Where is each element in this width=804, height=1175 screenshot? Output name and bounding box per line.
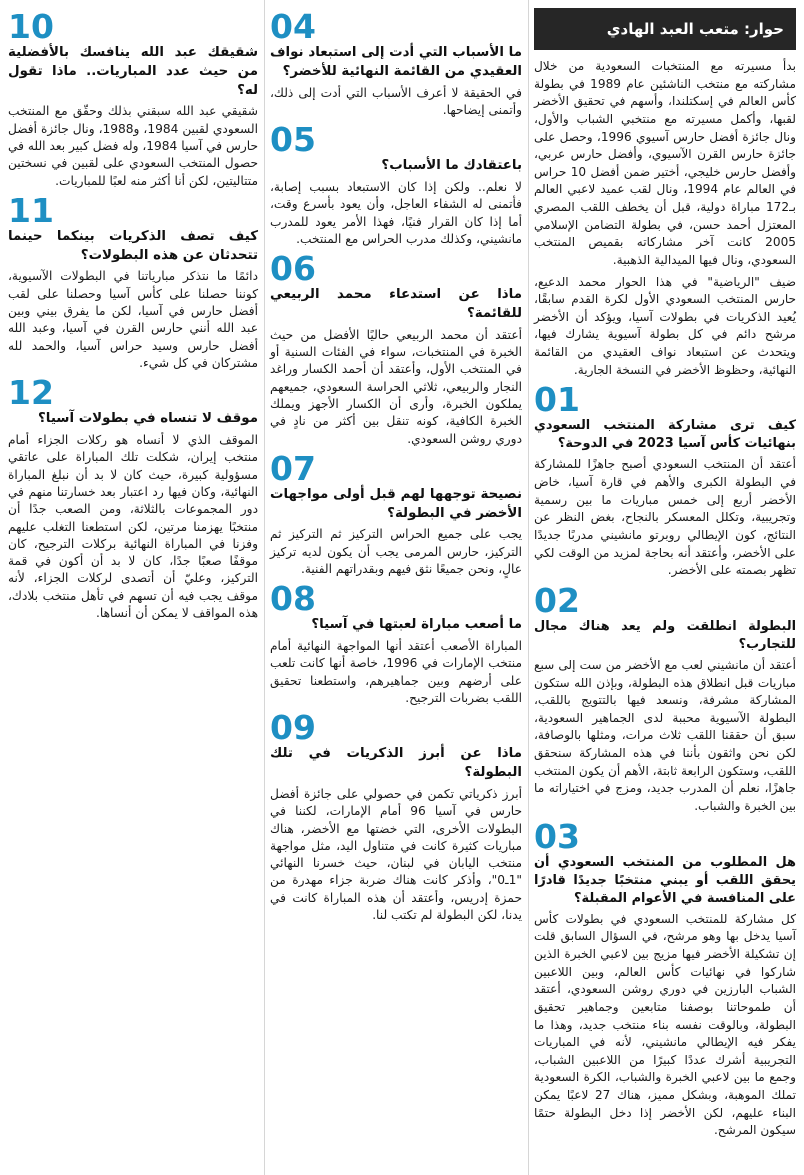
question-number: 08: [270, 579, 316, 619]
column-middle: [270, 0, 522, 1175]
question-number: 11: [8, 190, 54, 230]
question-heading: ماذا عن أبرز الذكريات في تلك البطولة؟: [270, 746, 522, 781]
column-left: [8, 0, 258, 1175]
question-number: 01: [534, 380, 580, 420]
column-divider: [528, 0, 529, 1175]
answer-text: لا نعلم.. ولكن إذا كان الاستبعاد بسبب إصابة، فأتمنى له الشفاء العاجل، وأن يعود بأسرع وقت، أما إذا كان القرار فنيًا، فهذا الأمر يعود للمدرب مانشيني، وكذلك مدرب الحراس مع المنتخب.: [270, 179, 522, 246]
answer-text: أعتقد أن المنتخب السعودي أصبح جاهزًا للمشاركة في البطولة الكبرى والأهم في قارة آسيا، خاض الأخضر أربع إلى خمس مباريات ما بين رسمية وتجريبية، وتكلل المعسكر بالنجاح، بغض النظر عن النتائج، كون الإيطالي روبرتو مانشيني مدربًا جديدًا على الأخضر، وأعتقد أنه بحاجة لمزيد من الوقت لكي تظهر بصمته على الأخضر.: [534, 457, 796, 578]
question-heading: ما أصعب مباراة لعبتها في آسيا؟: [311, 617, 522, 633]
question-number: 05: [270, 120, 316, 160]
question-heading: كيف ترى مشاركة المنتخب السعودي بنهائيات كأس آسيا 2023 في الدوحة؟: [534, 418, 796, 452]
question-heading: هل المطلوب من المنتخب السعودي أن يحقق اللقب أو يبني منتخبًا جديدًا قادرًا على المنافسة في الأعوام المقبلة؟: [534, 854, 796, 906]
question-number: 02: [534, 580, 580, 620]
answer-text: كل مشاركة للمنتخب السعودي في بطولات كأس آسيا يدخل بها وهو مرشح، في السؤال السابق قلت إن تشكيلة الأخضر فيها مزيج بين لاعبي الخبرة الذين شاركوا في نهائيات كأس العالم، وبين اللاعبين الشباب البارزين في دوري روشن السعودي، أعتقد أن طموحاتنا بوصفنا متابعين وجماهير تحقيق البطولة، وبالوقت نفسه بناء منتخب جديد، وهذا ما يفكر فيه الإيطالي مانشيني، لأنه في المباريات التجريبية أشرك عددًا كبيرًا من اللاعبين الشباب، وجمع ما بين لاعبي الخبرة والشباب، الكرة السعودية تملك الموهبة، وبشكل مميز، هناك 27 لاعبًا يمكن البناء عليهم، لكن الأخضر إذا دخل البطولة حتمًا سيكون المرشح.: [534, 911, 797, 1138]
answer-text: في الحقيقة لا أعرف الأسباب التي أدت إلى ذلك، وأتمنى إيضاحها.: [270, 85, 522, 117]
question-number: 03: [534, 816, 580, 856]
question-heading: نصيحة توجهها لهم قبل أولى مواجهات الأخضر في البطولة؟: [270, 486, 522, 521]
answer-text: أبرز ذكرياتي تكمن في حصولي على جائزة أفضل حارس في آسيا 96 أمام الإمارات، لكننا في البطولات الأخرى، التي خضتها مع الأخضر، هناك مباريات كثيرة كانت في متناول اليد، مثل مواجهة منتخب اليابان في لبنان، حيث خسرنا النهائي "1ـ0"، وأذكر كانت هناك ضربة جزاء مهدرة من حمزة إدريس، وأعتقد أن هذه المباراة كانت في يدنا، لكن البطولة لم تكتب لنا.: [270, 786, 522, 922]
answer-text: يجب على جميع الحراس التركيز ثم التركيز ثم التركيز، حارس المرمى يجب أن يكون لديه تركيز عالٍ، ونحن جميعًا نثق فيهم وبقدراتهم الفنية.: [270, 527, 522, 577]
answer-text: أعتقد أن مانشيني لعب مع الأخضر من ست إلى سبع مباريات قبل انطلاق هذه البطولة، وبإذن الله ستكون المشاركة مشرفة، ونسعد فيها بالتتويج باللقب، البطولة الآسيوية محببة لدى الجماهير السعودية، سبق أن حققنا اللقب ثلاث مرات، ومثلها بالوصافة، لكن نحن واثقون بأننا في هذه المشاركة سنحقق اللقب، وستكون الرابعة ثابتة، الأهم أن يكون المنتخب جاهزًا، نعلم أن المدرب جديد، ومزج في اختياراته ما بين الخبرة والشباب.: [534, 657, 796, 813]
byline: حوار: متعب العبد الهادي: [534, 8, 796, 50]
answer-text: أعتقد أن محمد الربيعي حاليًا الأفضل من حيث الخبرة في المنتخبات، سواء في الفئات السنية أو في المنتخب الأول، وأعتقد أن أحمد الكسار وراغد النجار والربيعي، ثلاثي الحراسة السعودي، جميعهم يملكون الخبرة، وأرى أن الكسار الأجهز ويملك الخبرة الكافية، كونه تنقل بين أكثر من نادٍ في دوري روشن السعودي.: [270, 327, 522, 446]
question-heading: موقف لا تنساه في بطولات آسيا؟: [38, 411, 258, 427]
question-heading: كيف تصف الذكريات بينكما حينما تتحدثان عن هذه البطولات؟: [8, 228, 258, 263]
question-number: 09: [270, 708, 316, 748]
answer-text: دائمًا ما نتذكر مبارياتنا في البطولات الآسيوية، كوننا حصلنا على كأس آسيا وحصلنا على لقب أفضل حارس في آسيا، لكن ما يفرق بيني وبين عبد الله أنني حارس القرن في آسيا، وعبد الله أفضل حارس وسيد حراس آسيا، والحمد لله مشتركان في كل شيء.: [8, 269, 258, 370]
question-heading: البطولة انطلقت ولم يعد هناك مجال للتجارب؟: [534, 618, 796, 652]
answer-text: الموقف الذي لا أنساه هو ركلات الجزاء أمام منتخب إيران، شكلت تلك المباراة على عاتقي مسؤولية كبيرة، حيث كان لا بد أن نبلغ المباراة النهائية، وكان فيها رد اعتبار بعد خسارتنا منهم في دور المجموعات بالثلاثة، ومن الصعب جدًا أن منتخبًا يهزمنا مرتين، لكن استطعنا التغلب عليهم وفزنا في المباراة النهائية بركلات الترجيح، كان موقفًا صعبًا جدًا، كان لا بد أن أكون في قمة التركيز، وعليّ أن أتصدى لركلات الجزاء، لأنه موقف يجب فيه أن تسهم في تأهل منتخب بلادك، هذه المواقف لا يمكن أن أنساها.: [8, 433, 258, 621]
column-right: [534, 0, 796, 1175]
question-heading: ماذا عن استدعاء محمد الربيعي للقائمة؟: [270, 287, 522, 321]
question-number: 07: [270, 448, 316, 488]
answer-text: المباراة الأصعب أعتقد أنها المواجهة النهائية أمام منتخب الإمارات في 1996، خاصة أنها كانت تلعب على أرضهم وبين جماهيرهم، واستطعنا تحقيق اللقب بضربات الترجيح.: [270, 639, 522, 706]
question-number: 04: [270, 7, 316, 46]
question-heading: باعتقادك ما الأسباب؟: [381, 158, 522, 174]
question-heading: ما الأسباب التي أدت إلى استبعاد نواف العقيدي من القائمة النهائية للأخضر؟: [270, 45, 522, 79]
column-divider: [264, 0, 265, 1175]
intro-paragraph: بدأ مسيرته مع المنتخبات السعودية من خلال مشاركته مع منتخب الناشئين عام 1989 في بطولة كأس العالم في إسكتلندا، وأسهم في تحقيق الأخضر لقبها، وأكمل مسيرته مع منتخبي الشباب والأول، ونال جائزة أفضل حارس آسيوي 1996، وحصل على جائزة حارس القرن الآسيوي، وأفضل حارس عربي، وأفضل حارس خليجي، أختير ضمن أفضل 10 حراس في العالم عام 1994، ونال لقب عميد لاعبي العالم بـ172 مباراة دولية، قبل أن يخطف اللقب المصري المعتزل أحمد حسن، في بطولة التضامن الإسلامي 2005 كانت آخر مشاركاته بقميص المنتخب السعودي، ونال فيها الميدالية الذهبية.: [534, 59, 796, 267]
answer-text: شقيقي عبد الله سبقني بذلك وحقّق مع المنتخب السعودي لقبين 1984، و1988، ونال جائزة أفضل حارس في آسيا 1984، وله فضل كبير بعد الله في حصول المنتخب السعودي على لقبين في نسختين متتاليتين، لكن أنا أكثر منه لعبًا للمباريات.: [8, 104, 259, 188]
question-number: 10: [8, 7, 54, 46]
intro-paragraph: ضيف "الرياضية" في هذا الحوار محمد الدعيع، حارس المنتخب السعودي الأول لكرة القدم سابقًا، يُعيد الذكريات في بطولات آسيا، ويؤكد أن الأخضر مرشح دائم في كل بطولة آسيوية يشارك فيها، ويتحدث عن استبعاد نواف العقيدي من القائمة النهائية، وحظوظ الأخضر في النسخة الجارية.: [534, 274, 796, 377]
question-heading: شقيقك عبد الله ينافسك بالأفضلية من حيث عدد المباريات.. ماذا تقول له؟: [8, 45, 258, 98]
question-number: 06: [270, 249, 316, 289]
question-number: 12: [8, 373, 54, 413]
